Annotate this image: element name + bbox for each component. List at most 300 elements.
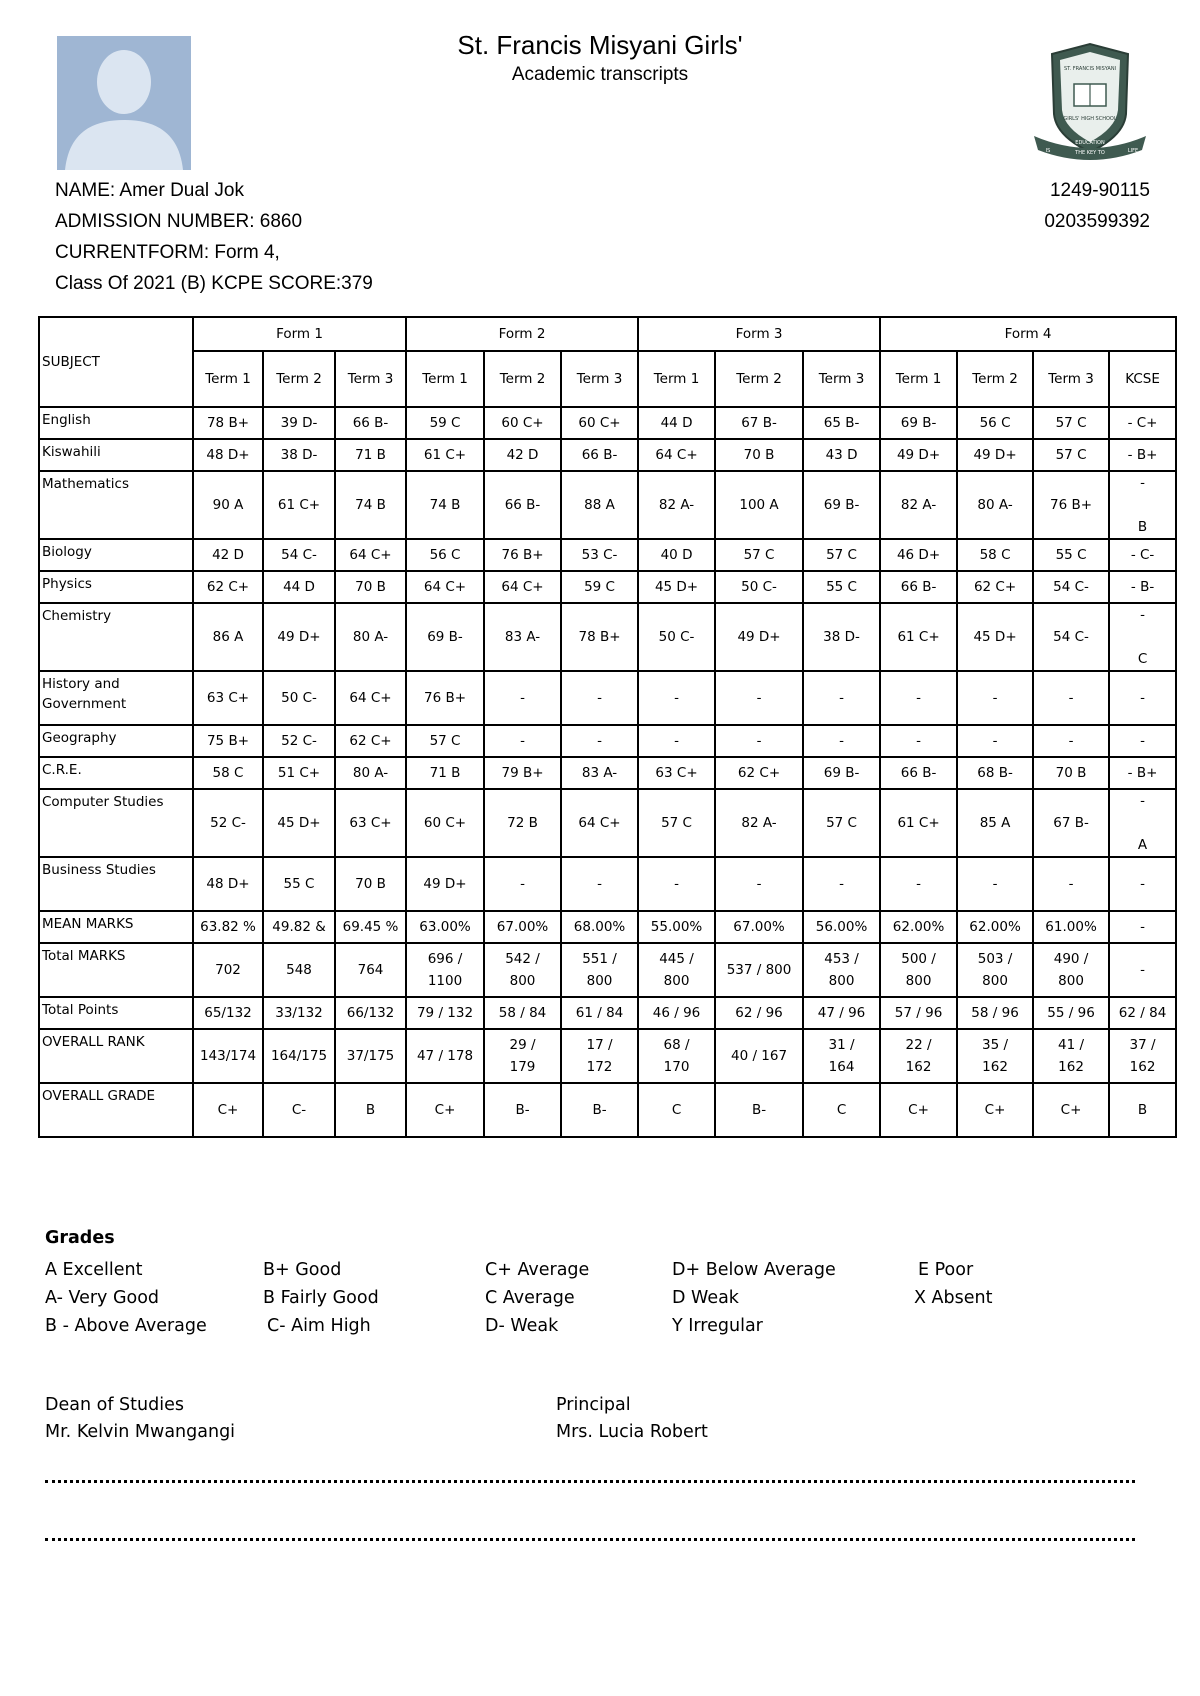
subject-label: Total Points: [39, 997, 193, 1029]
school-name: St. Francis Misyani Girls': [457, 30, 743, 60]
score-cell: 56 C: [957, 407, 1033, 439]
score-cell: 49.82 &: [263, 911, 335, 943]
score-cell: 63 C+: [638, 757, 715, 789]
score-cell: 41 / 162: [1033, 1029, 1109, 1083]
phone-number: 0203599392: [1044, 211, 1150, 232]
admission-number: ADMISSION NUMBER: 6860: [55, 211, 303, 232]
table-row: [39, 671, 1176, 725]
score-cell: 702: [193, 943, 263, 997]
score-cell: 55 / 96: [1033, 997, 1109, 1029]
score-cell: 62 / 84: [1109, 997, 1176, 1029]
subject-label: Kiswahili: [39, 439, 193, 471]
score-cell: 38 D-: [263, 439, 335, 471]
subject-label: Geography: [39, 725, 193, 757]
score-cell: 55.00%: [638, 911, 715, 943]
score-cell: 68 B-: [957, 757, 1033, 789]
score-cell: 62.00%: [880, 911, 957, 943]
score-cell: 500 / 800: [880, 943, 957, 997]
score-cell: 57 C: [1033, 407, 1109, 439]
score-cell: -: [1109, 911, 1176, 943]
score-cell: 69.45 %: [335, 911, 406, 943]
table-row: [39, 789, 1176, 857]
score-cell: 45 D+: [263, 789, 335, 857]
table-row: [39, 943, 1176, 997]
score-cell: -: [803, 725, 880, 757]
grade-item: Y Irregular: [672, 1316, 763, 1336]
score-cell: - B-: [1109, 571, 1176, 603]
score-cell: - C-: [1109, 539, 1176, 571]
score-cell: C-: [263, 1083, 335, 1137]
subject-label: Business Studies: [39, 857, 193, 911]
score-cell: 44 D: [638, 407, 715, 439]
postal-box: 1249-90115: [1049, 180, 1150, 201]
signature-line: [45, 1480, 1135, 1483]
score-cell: C: [638, 1083, 715, 1137]
term-header: Term 3: [1033, 351, 1109, 407]
score-cell: 47 / 178: [406, 1029, 484, 1083]
score-cell: 50 C-: [263, 671, 335, 725]
score-cell: - B+: [1109, 439, 1176, 471]
grade-item: B - Above Average: [45, 1316, 207, 1336]
score-cell: 69 B-: [803, 471, 880, 539]
student-name: NAME: Amer Dual Jok: [55, 180, 244, 201]
score-cell: 54 C-: [1033, 603, 1109, 671]
score-cell: -: [484, 857, 561, 911]
score-cell: 76 B+: [406, 671, 484, 725]
subject-label: Biology: [39, 539, 193, 571]
score-cell: 37/175: [335, 1029, 406, 1083]
subject-label: History and Government: [39, 671, 193, 725]
score-cell: -: [715, 671, 803, 725]
grades-column-4: [672, 1256, 836, 1340]
table-row: [39, 757, 1176, 789]
score-cell: 62.00%: [957, 911, 1033, 943]
score-cell: 67 B-: [715, 407, 803, 439]
score-cell: 82 A-: [715, 789, 803, 857]
term-header: Term 3: [561, 351, 638, 407]
score-cell: 78 B+: [193, 407, 263, 439]
score-cell: -: [803, 671, 880, 725]
score-cell: 63 C+: [193, 671, 263, 725]
score-cell: 75 B+: [193, 725, 263, 757]
score-cell: 74 B: [335, 471, 406, 539]
score-cell: 445 / 800: [638, 943, 715, 997]
score-cell: 57 / 96: [880, 997, 957, 1029]
score-cell: 22 / 162: [880, 1029, 957, 1083]
subject-label: English: [39, 407, 193, 439]
score-cell: 64 C+: [406, 571, 484, 603]
score-cell: 46 D+: [880, 539, 957, 571]
grade-item: D Weak: [672, 1288, 739, 1308]
score-cell: 45 D+: [638, 571, 715, 603]
score-cell: 58 / 96: [957, 997, 1033, 1029]
score-cell: B: [1109, 1083, 1176, 1137]
score-cell: 43 D: [803, 439, 880, 471]
term-header: Term 2: [715, 351, 803, 407]
score-cell: 48 D+: [193, 439, 263, 471]
score-cell: 60 C+: [484, 407, 561, 439]
crest-middle-text: GIRLS' HIGH SCHOOL: [1063, 116, 1117, 122]
score-cell: B-: [561, 1083, 638, 1137]
score-cell: 35 / 162: [957, 1029, 1033, 1083]
subject-label: Computer Studies: [39, 789, 193, 857]
score-cell: -: [880, 671, 957, 725]
grade-item: B+ Good: [263, 1260, 342, 1280]
score-cell: 63.82 %: [193, 911, 263, 943]
score-cell: 55 C: [803, 571, 880, 603]
score-cell: -: [1033, 671, 1109, 725]
dean-signature-block: [45, 1392, 235, 1446]
term-header: Term 1: [880, 351, 957, 407]
score-cell: 49 D+: [957, 439, 1033, 471]
grade-item: D- Weak: [485, 1316, 559, 1336]
grade-item: C Average: [485, 1288, 575, 1308]
score-cell: 17 / 172: [561, 1029, 638, 1083]
score-cell: - C+: [1109, 407, 1176, 439]
score-cell: 58 C: [957, 539, 1033, 571]
score-cell: - C: [1109, 603, 1176, 671]
table-row: [39, 997, 1176, 1029]
score-cell: 54 C-: [1033, 571, 1109, 603]
score-cell: 79 B+: [484, 757, 561, 789]
score-cell: 86 A: [193, 603, 263, 671]
score-cell: 38 D-: [803, 603, 880, 671]
crest-motto-2: IS: [1045, 148, 1051, 154]
score-cell: 47 / 96: [803, 997, 880, 1029]
results-table: [38, 316, 1177, 1138]
score-cell: 76 B+: [1033, 471, 1109, 539]
score-cell: 61 / 84: [561, 997, 638, 1029]
grades-column-3: [485, 1256, 589, 1340]
score-cell: 78 B+: [561, 603, 638, 671]
score-cell: 100 A: [715, 471, 803, 539]
score-cell: 59 C: [406, 407, 484, 439]
score-cell: 453 / 800: [803, 943, 880, 997]
score-cell: 59 C: [561, 571, 638, 603]
score-cell: 40 / 167: [715, 1029, 803, 1083]
grade-item: A Excellent: [45, 1260, 143, 1280]
score-cell: 72 B: [484, 789, 561, 857]
score-cell: 56 C: [406, 539, 484, 571]
class-kcpe-score: Class Of 2021 (B) KCPE SCORE:379: [55, 273, 373, 294]
term-header: Term 1: [193, 351, 263, 407]
score-cell: - B: [1109, 471, 1176, 539]
score-cell: 62 C+: [957, 571, 1033, 603]
score-cell: 42 D: [484, 439, 561, 471]
table-row: [39, 407, 1176, 439]
score-cell: 63 C+: [335, 789, 406, 857]
score-cell: 82 A-: [880, 471, 957, 539]
score-cell: -: [957, 671, 1033, 725]
score-cell: 66 B-: [880, 757, 957, 789]
score-cell: C+: [406, 1083, 484, 1137]
score-cell: 54 C-: [263, 539, 335, 571]
score-cell: 40 D: [638, 539, 715, 571]
grade-item: C+ Average: [485, 1260, 590, 1280]
score-cell: -: [1109, 943, 1176, 997]
score-cell: 50 C-: [638, 603, 715, 671]
score-cell: 45 D+: [957, 603, 1033, 671]
score-cell: 83 A-: [561, 757, 638, 789]
score-cell: -: [638, 857, 715, 911]
score-cell: 46 / 96: [638, 997, 715, 1029]
score-cell: -: [715, 725, 803, 757]
score-cell: 143/174: [193, 1029, 263, 1083]
crest-motto-3: THE KEY TO: [1075, 150, 1105, 156]
grade-item: E Poor: [918, 1260, 974, 1280]
score-cell: -: [1109, 671, 1176, 725]
form-header: Form 4: [880, 317, 1176, 351]
score-cell: 60 C+: [406, 789, 484, 857]
table-row: [39, 1029, 1176, 1083]
score-cell: 55 C: [1033, 539, 1109, 571]
score-cell: 56.00%: [803, 911, 880, 943]
score-cell: -: [957, 725, 1033, 757]
document-subtitle: Academic transcripts: [511, 64, 689, 85]
score-cell: -: [1033, 857, 1109, 911]
score-cell: 49 D+: [880, 439, 957, 471]
score-cell: 68.00%: [561, 911, 638, 943]
form-header: Form 1: [193, 317, 406, 351]
score-cell: 52 C-: [193, 789, 263, 857]
score-cell: 50 C-: [715, 571, 803, 603]
score-cell: 503 / 800: [957, 943, 1033, 997]
score-cell: 69 B-: [880, 407, 957, 439]
score-cell: 90 A: [193, 471, 263, 539]
score-cell: 64 C+: [638, 439, 715, 471]
term-header: Term 1: [638, 351, 715, 407]
score-cell: 74 B: [406, 471, 484, 539]
score-cell: 57 C: [803, 539, 880, 571]
score-cell: 67.00%: [715, 911, 803, 943]
score-cell: - B+: [1109, 757, 1176, 789]
score-cell: -: [1109, 725, 1176, 757]
score-cell: 55 C: [263, 857, 335, 911]
subject-label: OVERALL GRADE: [39, 1083, 193, 1137]
score-cell: 67.00%: [484, 911, 561, 943]
table-row: [39, 857, 1176, 911]
term-header: Term 3: [335, 351, 406, 407]
score-cell: 80 A-: [335, 603, 406, 671]
score-cell: -: [957, 857, 1033, 911]
grade-item: A- Very Good: [45, 1288, 160, 1308]
score-cell: C+: [957, 1083, 1033, 1137]
score-cell: 66 B-: [880, 571, 957, 603]
crest-motto-4: LIFE: [1127, 148, 1139, 154]
signature-line: [45, 1538, 1135, 1541]
score-cell: 42 D: [193, 539, 263, 571]
dean-name: Mr. Kelvin Mwangangi: [45, 1422, 236, 1442]
score-cell: 88 A: [561, 471, 638, 539]
score-cell: 80 A-: [957, 471, 1033, 539]
term-header: Term 3: [803, 351, 880, 407]
score-cell: 64 C+: [335, 539, 406, 571]
score-cell: 63.00%: [406, 911, 484, 943]
score-cell: C+: [1033, 1083, 1109, 1137]
score-cell: 551 / 800: [561, 943, 638, 997]
table-row: [39, 539, 1176, 571]
principal-name: Mrs. Lucia Robert: [556, 1422, 708, 1442]
score-cell: 65 B-: [803, 407, 880, 439]
score-cell: 69 B-: [406, 603, 484, 671]
subject-label: Physics: [39, 571, 193, 603]
score-cell: 61.00%: [1033, 911, 1109, 943]
school-crest-icon: [1030, 40, 1150, 162]
score-cell: 49 D+: [263, 603, 335, 671]
crest-top-text: ST. FRANCIS MISYANI: [1063, 66, 1117, 72]
grades-title: Grades: [45, 1228, 115, 1248]
table-row: [39, 471, 1176, 539]
subject-label: MEAN MARKS: [39, 911, 193, 943]
score-cell: B-: [484, 1083, 561, 1137]
form-header: Form 3: [638, 317, 880, 351]
term-header: Term 1: [406, 351, 484, 407]
grade-item: D+ Below Average: [672, 1260, 836, 1280]
score-cell: -: [484, 725, 561, 757]
grade-item: X Absent: [914, 1288, 993, 1308]
score-cell: 52 C-: [263, 725, 335, 757]
score-cell: 57 C: [715, 539, 803, 571]
score-cell: 70 B: [1033, 757, 1109, 789]
dean-title: Dean of Studies: [45, 1395, 184, 1415]
score-cell: B-: [715, 1083, 803, 1137]
grades-column-1: [45, 1256, 207, 1340]
score-cell: 66 B-: [335, 407, 406, 439]
score-cell: 69 B-: [803, 757, 880, 789]
score-cell: 49 D+: [406, 857, 484, 911]
form-header: Form 2: [406, 317, 638, 351]
score-cell: 62 C+: [193, 571, 263, 603]
score-cell: 39 D-: [263, 407, 335, 439]
score-cell: -: [561, 725, 638, 757]
score-cell: C+: [193, 1083, 263, 1137]
subject-header: SUBJECT: [39, 317, 193, 407]
score-cell: 542 / 800: [484, 943, 561, 997]
subject-label: C.R.E.: [39, 757, 193, 789]
term-header: Term 2: [263, 351, 335, 407]
score-cell: -: [484, 671, 561, 725]
score-cell: 62 C+: [335, 725, 406, 757]
score-cell: 62 C+: [715, 757, 803, 789]
score-cell: 61 C+: [263, 471, 335, 539]
score-cell: 33/132: [263, 997, 335, 1029]
score-cell: -: [1033, 725, 1109, 757]
score-cell: 64 C+: [484, 571, 561, 603]
term-header: KCSE: [1109, 351, 1176, 407]
score-cell: 61 C+: [880, 789, 957, 857]
score-cell: 67 B-: [1033, 789, 1109, 857]
score-cell: 85 A: [957, 789, 1033, 857]
score-cell: -: [715, 857, 803, 911]
principal-title: Principal: [556, 1395, 631, 1415]
score-cell: 58 / 84: [484, 997, 561, 1029]
subject-label: Chemistry: [39, 603, 193, 671]
score-cell: -: [1109, 857, 1176, 911]
score-cell: 66 B-: [561, 439, 638, 471]
score-cell: C+: [880, 1083, 957, 1137]
score-cell: 57 C: [406, 725, 484, 757]
grades-column-5: [914, 1256, 992, 1312]
score-cell: 61 C+: [406, 439, 484, 471]
score-cell: 82 A-: [638, 471, 715, 539]
score-cell: 49 D+: [715, 603, 803, 671]
score-cell: 57 C: [1033, 439, 1109, 471]
score-cell: -: [638, 671, 715, 725]
score-cell: 80 A-: [335, 757, 406, 789]
score-cell: 696 / 1100: [406, 943, 484, 997]
score-cell: 66 B-: [484, 471, 561, 539]
score-cell: -: [803, 857, 880, 911]
score-cell: 71 B: [335, 439, 406, 471]
score-cell: 490 / 800: [1033, 943, 1109, 997]
score-cell: 61 C+: [880, 603, 957, 671]
score-cell: 70 B: [715, 439, 803, 471]
score-cell: B: [335, 1083, 406, 1137]
score-cell: -: [561, 857, 638, 911]
term-header: Term 2: [957, 351, 1033, 407]
score-cell: 548: [263, 943, 335, 997]
table-row: [39, 603, 1176, 671]
grade-item: B Fairly Good: [263, 1288, 379, 1308]
subject-label: Total MARKS: [39, 943, 193, 997]
current-form: CURRENTFORM: Form 4,: [55, 242, 280, 263]
score-cell: 65/132: [193, 997, 263, 1029]
table-row: [39, 725, 1176, 757]
score-cell: -: [638, 725, 715, 757]
score-cell: 164/175: [263, 1029, 335, 1083]
score-cell: 62 / 96: [715, 997, 803, 1029]
score-cell: 68 / 170: [638, 1029, 715, 1083]
score-cell: 31 / 164: [803, 1029, 880, 1083]
grade-item: C- Aim High: [267, 1316, 371, 1336]
score-cell: 44 D: [263, 571, 335, 603]
score-cell: 48 D+: [193, 857, 263, 911]
score-cell: 70 B: [335, 857, 406, 911]
score-cell: 83 A-: [484, 603, 561, 671]
score-cell: 53 C-: [561, 539, 638, 571]
score-cell: C: [803, 1083, 880, 1137]
score-cell: 57 C: [803, 789, 880, 857]
table-row: [39, 1083, 1176, 1137]
score-cell: 58 C: [193, 757, 263, 789]
score-cell: 79 / 132: [406, 997, 484, 1029]
score-cell: 57 C: [638, 789, 715, 857]
table-row: [39, 571, 1176, 603]
subject-label: Mathematics: [39, 471, 193, 539]
table-row: [39, 911, 1176, 943]
score-cell: 51 C+: [263, 757, 335, 789]
score-cell: 64 C+: [335, 671, 406, 725]
score-cell: 64 C+: [561, 789, 638, 857]
score-cell: - A: [1109, 789, 1176, 857]
score-cell: 29 / 179: [484, 1029, 561, 1083]
score-cell: 70 B: [335, 571, 406, 603]
score-cell: -: [880, 857, 957, 911]
subject-label: OVERALL RANK: [39, 1029, 193, 1083]
score-cell: -: [561, 671, 638, 725]
score-cell: 537 / 800: [715, 943, 803, 997]
term-header: Term 2: [484, 351, 561, 407]
grades-column-2: [263, 1256, 379, 1340]
table-row: [39, 439, 1176, 471]
score-cell: 71 B: [406, 757, 484, 789]
score-cell: 37 / 162: [1109, 1029, 1176, 1083]
score-cell: -: [880, 725, 957, 757]
principal-signature-block: [556, 1392, 708, 1446]
score-cell: 66/132: [335, 997, 406, 1029]
score-cell: 76 B+: [484, 539, 561, 571]
crest-motto-1: EDUCATION: [1075, 140, 1105, 146]
